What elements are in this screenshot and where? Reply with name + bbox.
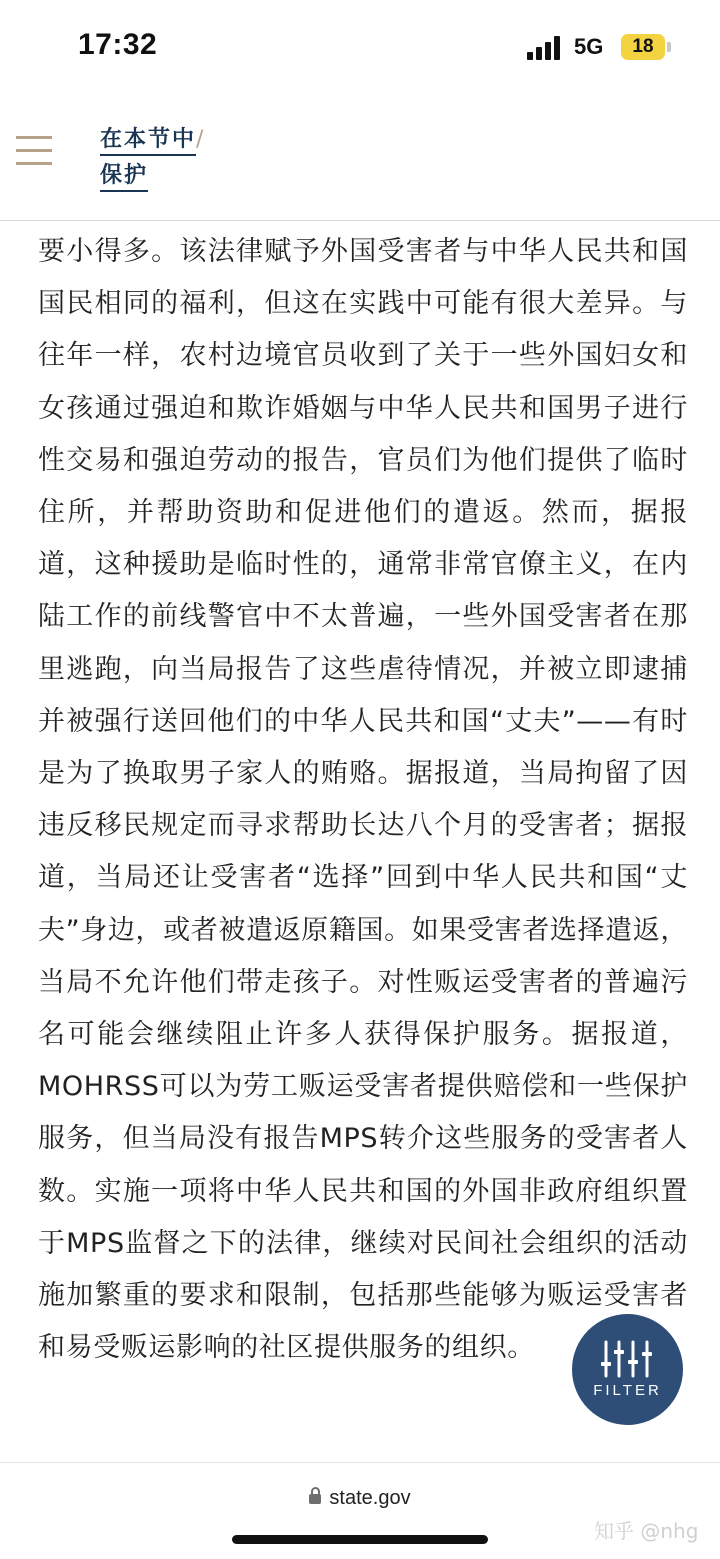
status-bar	[0, 0, 720, 96]
browser-bottom-bar	[0, 1462, 720, 1559]
breadcrumb-protection[interactable]: 保护	[100, 163, 148, 192]
cellular-signal-icon	[527, 36, 563, 60]
url-text: state.gov	[329, 1487, 411, 1509]
home-indicator[interactable]	[232, 1535, 488, 1544]
watermark: 知乎 @nhg	[594, 1519, 699, 1543]
article-paragraph: 要小得多。该法律赋予外国受害者与中华人民共和国国民相同的福利，但这在实践中可能有很大差异。与往年一样，农村边境官员收到了关于一些外国妇女和女孩通过强迫和欺诈婚姻与中华人民共和国男子进行性交易和强迫劳动的报告，官员们为他们提供了临时住所，并帮助资助和促进他们的遣返。然而，据报道，这种援助是临时性的，通常非常官僚主义，在内陆工作的前线警官中不太普遍，一些外国受害者在那里逃跑，向当局报告了这些虐待情况，并被立即逮捕并被强行送回他们的中华人民共和国“丈夫”——有时是为了换取男子家人的贿赂。据报道，当局拘留了因违反移民规定而寻求帮助长达八个月的受害者；据报道，当局还让受害者“选择”回到中华人民共和国“丈夫”身边，或者被遣返原籍国。如果受害者选择遣返，当局不允许他们带走孩子。对性贩运受害者的普遍污名可能会继续阻止许多人获得保护服务。据报道，MOHRSS可以为劳工贩运受害者提供赔偿和一些保护服务，但当局没有报告MPS转介这些服务的受害者人数。实施一项将中华人民共和国的外国非政府组织置于MPS监督之下的法律，继续对民间社会组织的活动施加繁重的要求和限制，包括那些能够为贩运受害者和易受贩运影响的社区提供服务的组织。	[38, 236, 688, 1364]
breadcrumb-separator: /	[196, 127, 206, 152]
filter-label: FILTER	[593, 1382, 662, 1399]
lock-icon	[309, 1494, 321, 1504]
section-nav	[0, 96, 720, 221]
breadcrumb-in-this-section[interactable]: 在本节中	[100, 127, 196, 156]
hamburger-menu-icon[interactable]	[16, 136, 54, 168]
address-bar[interactable]	[0, 1487, 720, 1510]
battery-nub	[667, 42, 671, 52]
filter-button[interactable]	[572, 1314, 683, 1425]
sliders-icon	[572, 1314, 683, 1384]
status-time: 17:32	[78, 28, 158, 61]
battery-icon: 18	[621, 34, 665, 60]
article-body	[38, 226, 688, 1462]
breadcrumb	[100, 122, 205, 194]
network-type: 5G	[574, 34, 604, 59]
